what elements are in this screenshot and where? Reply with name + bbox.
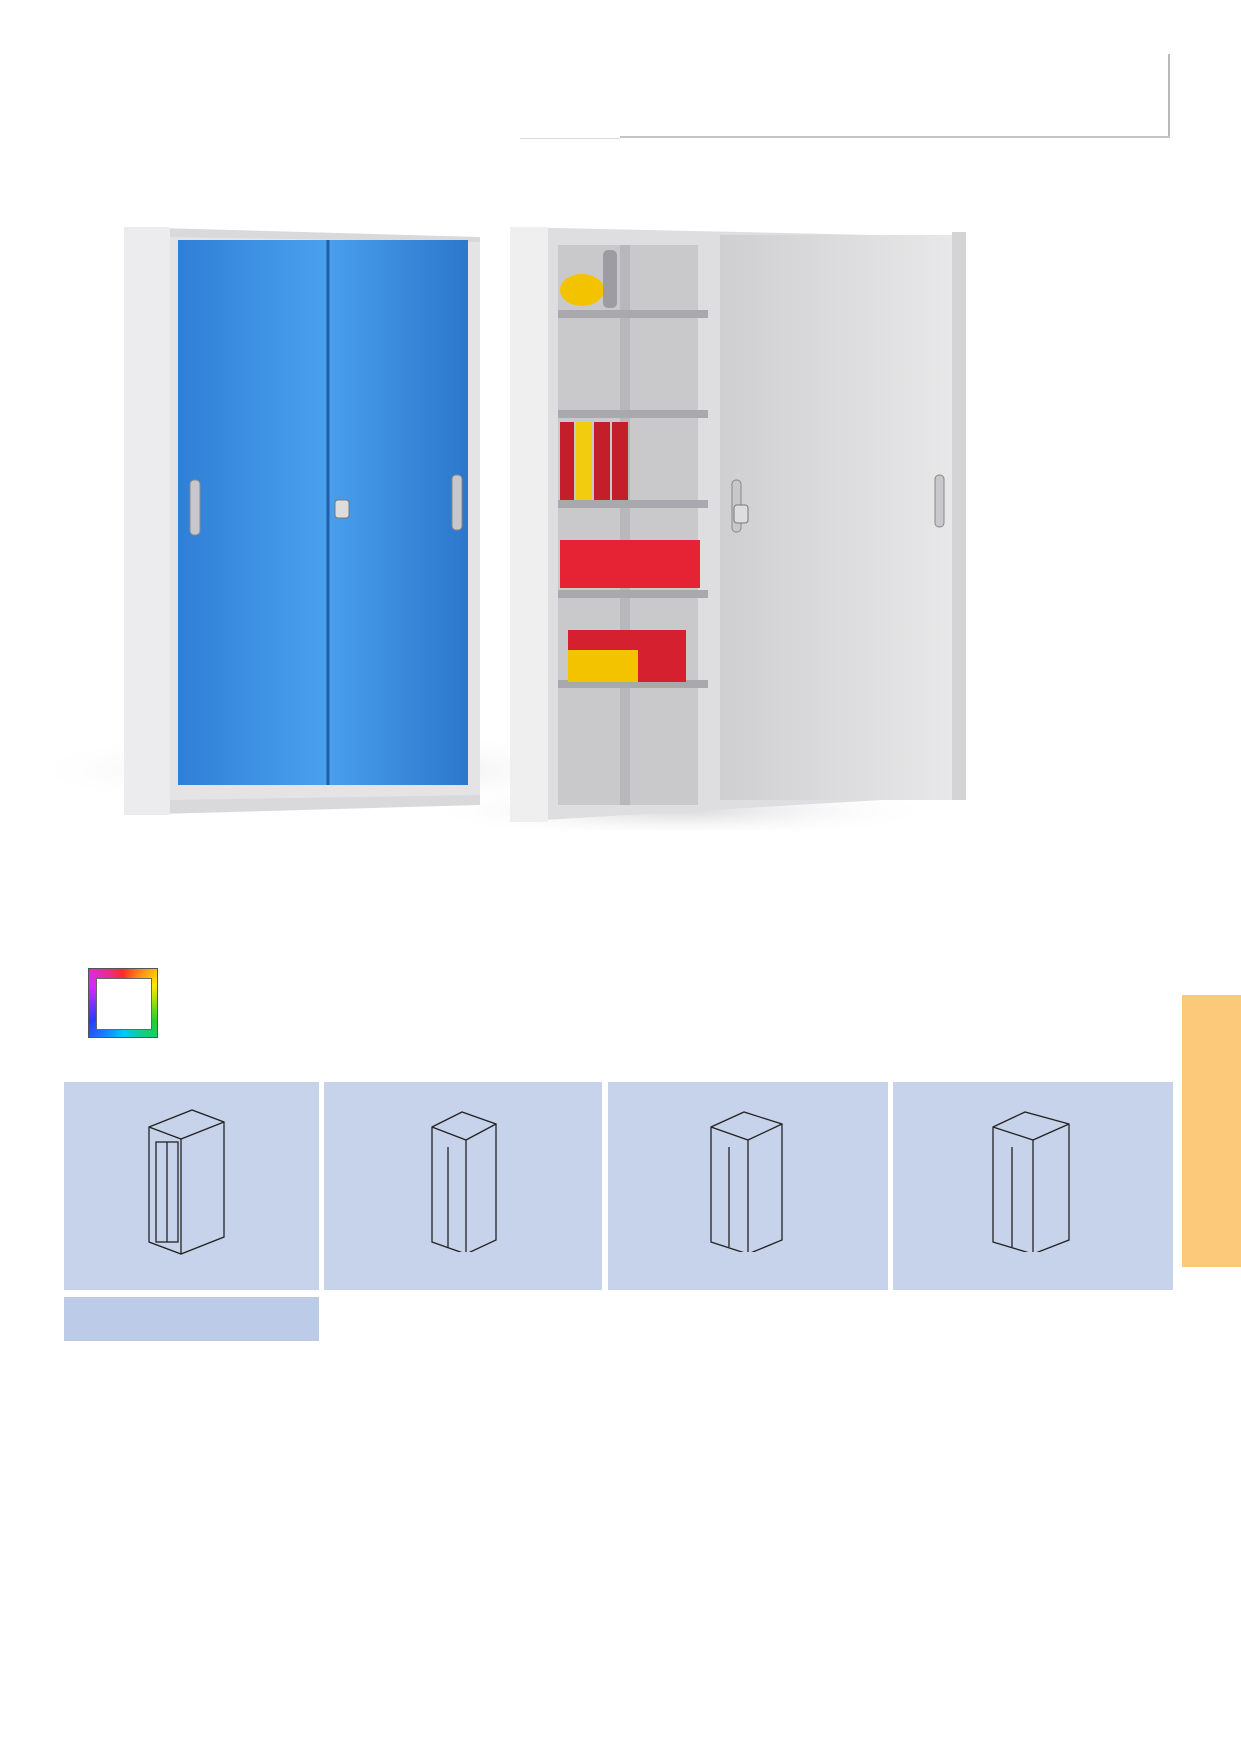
dimension-header: [64, 1082, 319, 1290]
product-photo: [20, 210, 980, 830]
header-rule-thin: [520, 138, 620, 139]
chapter-tab: [1182, 995, 1241, 1267]
depth-header-400: [324, 1082, 602, 1290]
cabinet-icon: [608, 1082, 888, 1252]
cabinet-dimension-icon: [64, 1082, 319, 1290]
color-options-badge: [88, 968, 158, 1038]
color-count: [96, 978, 152, 1030]
cabinet-icon: [324, 1082, 602, 1252]
depth-header-500: [608, 1082, 888, 1290]
header-divider: [1168, 54, 1170, 138]
load-row-header: [64, 1297, 319, 1341]
cabinet-open: [510, 227, 966, 822]
depth-header-600: [893, 1082, 1173, 1290]
header-rule: [620, 136, 1170, 138]
cabinet-closed: [124, 227, 480, 815]
cabinet-icon: [893, 1082, 1173, 1252]
